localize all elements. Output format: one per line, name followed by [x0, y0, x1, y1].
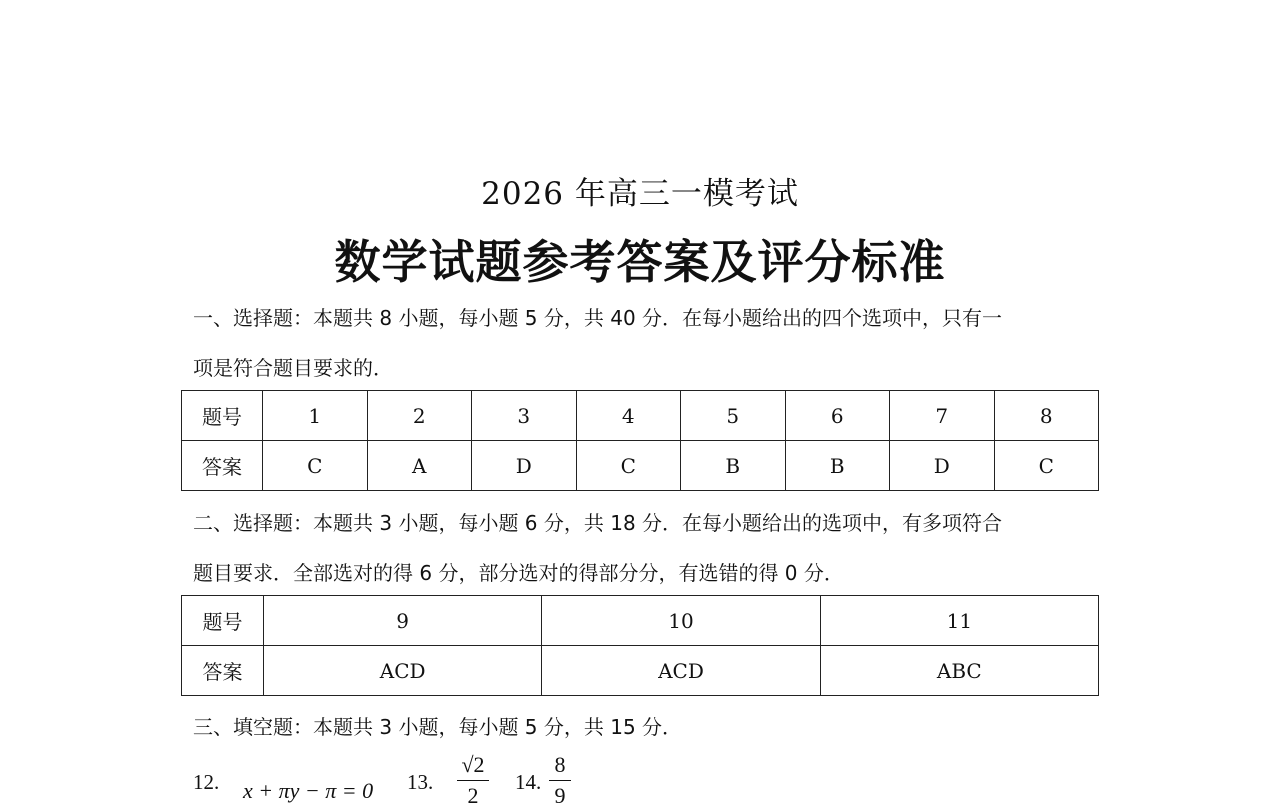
fraction-denominator: 9 [554, 783, 566, 808]
answer-cell: C [994, 441, 1099, 491]
answer-cell: C [576, 441, 681, 491]
answer-cell: ABC [820, 646, 1098, 696]
answer-cell: C [263, 441, 368, 491]
answer-cell: B [785, 441, 890, 491]
row-label-question-number: 题号 [182, 596, 264, 646]
fraction-answer [457, 752, 489, 809]
fraction-bar [549, 780, 571, 781]
answer-cell: ACD [542, 646, 820, 696]
question-number-cell: 8 [994, 391, 1099, 441]
table-row-questions [182, 596, 1099, 646]
section2-instruction-line2: 题目要求．全部选对的得 6 分，部分选对的得部分分，有选错的得 0 分． [193, 561, 844, 585]
answer-cell: B [681, 441, 786, 491]
question-number-cell: 2 [367, 391, 472, 441]
answer-cell: D [472, 441, 577, 491]
fraction-numerator: √2 [461, 752, 485, 777]
table-row-answers [182, 646, 1099, 696]
fraction-bar [457, 780, 489, 781]
section3-instruction: 三、填空题：本题共 3 小题，每小题 5 分，共 15 分． [193, 715, 683, 739]
table-row-questions [182, 391, 1099, 441]
question-number-cell: 9 [264, 596, 542, 646]
answer-cell: A [367, 441, 472, 491]
question-number-cell: 4 [576, 391, 681, 441]
table-row-answers [182, 441, 1099, 491]
row-label-question-number: 题号 [182, 391, 263, 441]
section1-answer-table [181, 390, 1099, 491]
question-number-cell: 3 [472, 391, 577, 441]
section2-answer-table [181, 595, 1099, 696]
fraction-answer [549, 752, 571, 809]
question-number-cell: 7 [890, 391, 995, 441]
exam-subtitle: 2026 年高三一模考试 [481, 176, 799, 212]
row-label-answer: 答案 [182, 441, 263, 491]
question-number-cell: 10 [542, 596, 820, 646]
question-number-cell: 11 [820, 596, 1098, 646]
item-number: 12. [193, 770, 220, 794]
fill-in-answers [193, 752, 793, 811]
answer-cell: ACD [264, 646, 542, 696]
question-number-cell: 5 [681, 391, 786, 441]
section2-instruction-line1: 二、选择题：本题共 3 小题，每小题 6 分，共 18 分．在每小题给出的选项中，有多项符合 [193, 511, 1003, 535]
answer-equation: x + πy − π = 0 [243, 778, 374, 803]
fraction-denominator: 2 [467, 783, 479, 808]
question-number-cell: 1 [263, 391, 368, 441]
fraction-numerator: 8 [554, 752, 566, 777]
item-number: 14. [515, 770, 542, 794]
item-number: 13. [407, 770, 434, 794]
page-title: 数学试题参考答案及评分标准 [334, 235, 946, 289]
section1-instruction-line2: 项是符合题目要求的． [193, 356, 393, 380]
question-number-cell: 6 [785, 391, 890, 441]
answer-cell: D [890, 441, 995, 491]
section1-instruction-line1: 一、选择题：本题共 8 小题，每小题 5 分，共 40 分．在每小题给出的四个选项中，只有一 [193, 306, 1003, 330]
row-label-answer: 答案 [182, 646, 264, 696]
